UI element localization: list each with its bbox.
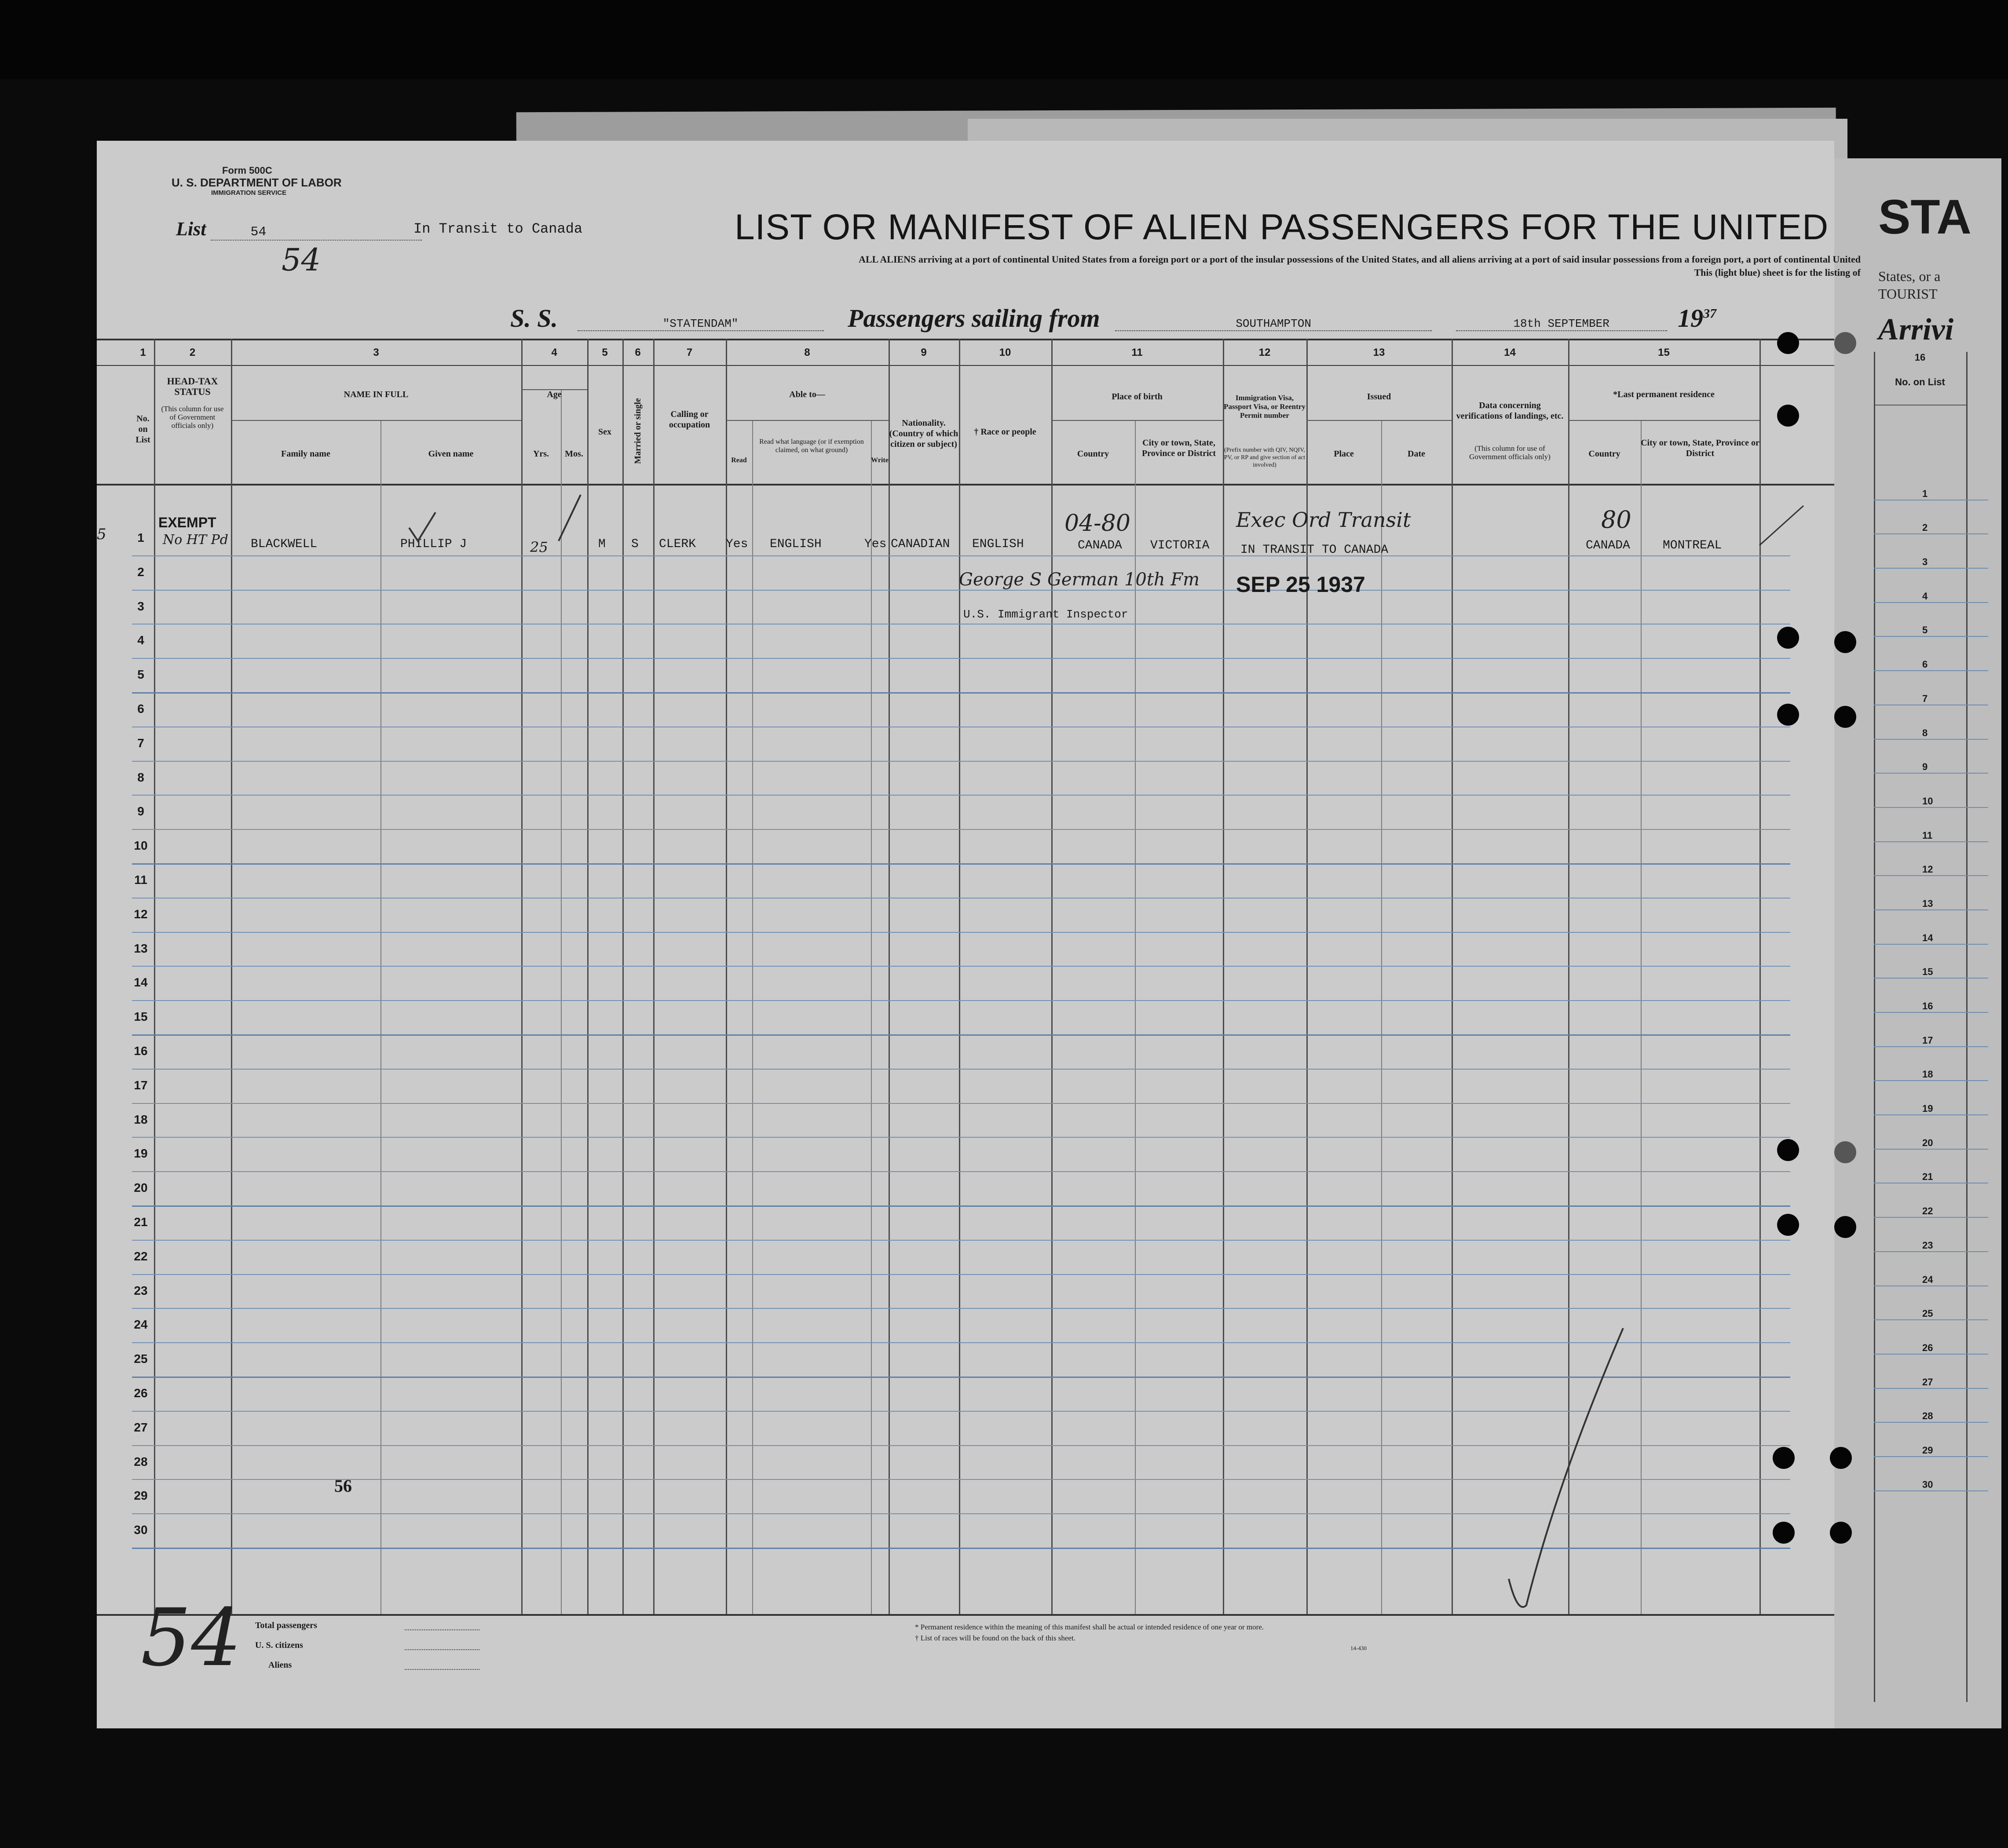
tick-mark — [554, 493, 589, 545]
next-page-row: 3 — [1874, 534, 1988, 569]
row-line — [132, 932, 1790, 933]
birth-city-value: VICTORIA — [1150, 539, 1210, 552]
date-stamp: SEP 25 1937 — [1236, 572, 1365, 597]
list-number-row — [176, 218, 422, 241]
row-line — [132, 692, 1790, 694]
sex-value: M — [598, 537, 606, 551]
header-place: Place — [1334, 449, 1354, 459]
next-page-row: 1 — [1874, 466, 1988, 500]
next-page-col-number: 16 — [1914, 352, 1926, 363]
col-divider — [561, 389, 562, 1614]
punch-hole — [1834, 1216, 1856, 1238]
row-number: 18 — [134, 1112, 148, 1126]
next-page-row: 25 — [1874, 1286, 1988, 1321]
header-age: Age — [547, 390, 562, 399]
header-no-on-list: No. on List — [135, 414, 150, 445]
next-page-row: 19 — [1874, 1081, 1988, 1115]
col-divider — [1223, 339, 1224, 1614]
row-line — [132, 1171, 1790, 1172]
head-tax-status: EXEMPT — [158, 515, 216, 530]
row-number: 10 — [134, 839, 148, 853]
row-number: 16 — [134, 1044, 148, 1058]
residence-country-value: CANADA — [1586, 539, 1630, 552]
residence-city-value: MONTREAL — [1663, 539, 1722, 552]
row-number: 1 — [137, 531, 144, 544]
header-data-note: (This column for use of Government officials only) — [1469, 444, 1551, 461]
row-line — [132, 555, 1790, 556]
row-number: 26 — [134, 1386, 148, 1400]
colnum-2: 2 — [189, 347, 196, 358]
bottom-number: 56 — [334, 1476, 352, 1496]
row-number: 25 — [134, 1352, 148, 1366]
row-line — [132, 1240, 1790, 1241]
header-given-name: Given name — [428, 449, 474, 459]
punch-hole — [1777, 1214, 1799, 1236]
punch-hole — [1773, 1447, 1795, 1469]
col-divider — [1135, 420, 1136, 1614]
colnum-4: 4 — [551, 347, 557, 358]
subheader-line — [1306, 420, 1452, 421]
row-line — [132, 1274, 1790, 1275]
year-prefix: 19 — [1678, 304, 1704, 332]
punch-hole — [1777, 405, 1799, 427]
us-citizens-line — [405, 1649, 479, 1650]
next-page-row: 20 — [1874, 1115, 1988, 1150]
row-number: 3 — [137, 599, 144, 613]
col-divider — [871, 420, 872, 1614]
header-name-in-full: NAME IN FULL — [344, 390, 409, 399]
row-line — [132, 1069, 1790, 1070]
col-divider — [726, 339, 727, 1614]
row-number: 28 — [134, 1454, 148, 1468]
next-page-rows — [1874, 466, 1988, 1702]
next-page-row: 7 — [1874, 671, 1988, 705]
next-page-row: 22 — [1874, 1183, 1988, 1218]
margin-mark: 5 — [97, 526, 106, 543]
col-divider — [622, 339, 624, 1614]
next-page-arriving: Arrivi — [1878, 313, 1954, 347]
punch-hole — [1830, 1447, 1852, 1469]
header-married: Married or single — [633, 398, 643, 464]
page-title: LIST OR MANIFEST OF ALIEN PASSENGERS FOR THE UNITED — [735, 207, 1829, 247]
header-read-language: Read what language (or if exemption claimed, on what ground) — [759, 438, 864, 454]
row-number: 14 — [134, 975, 148, 990]
colnum-15: 15 — [1658, 347, 1670, 358]
row-line — [132, 966, 1790, 967]
next-page-row: 24 — [1874, 1252, 1988, 1286]
row-number: 20 — [134, 1181, 148, 1195]
row-number: 11 — [134, 873, 147, 887]
header-city: City or town, State, Province or District — [1141, 438, 1216, 458]
tick-mark — [405, 510, 440, 545]
punch-hole — [1834, 332, 1856, 354]
col-divider — [752, 420, 753, 1614]
row-line — [132, 658, 1790, 659]
header-issued: Issued — [1367, 392, 1391, 402]
row-number: 19 — [134, 1147, 148, 1161]
next-page-row: 23 — [1874, 1218, 1988, 1252]
list-label: List — [176, 218, 206, 240]
col-divider — [959, 339, 960, 1614]
header-family-name: Family name — [281, 449, 330, 459]
footnote-residence: * Permanent residence within the meaning of this manifest shall be actual or intended residence of one year or more. — [915, 1623, 1264, 1631]
subtitle-line1: ALL ALIENS arriving at a port of continental United States from a foreign port or a port of the insular possessions of the United States, and all aliens arriving at a port of said insular possessions from a foreign port, a port of continental United — [859, 254, 1861, 265]
row-line — [132, 624, 1790, 625]
next-page-row: 28 — [1874, 1389, 1988, 1423]
next-page-row: 15 — [1874, 945, 1988, 979]
header-nationality: Nationality. (Country of which citizen or subject) — [889, 418, 958, 449]
row-line — [132, 761, 1790, 762]
next-page-row: 17 — [1874, 1013, 1988, 1047]
header-last-residence: *Last permanent residence — [1613, 390, 1715, 399]
row-number: 2 — [137, 565, 144, 579]
row-line — [132, 1034, 1790, 1036]
grid-top-line — [97, 339, 1834, 340]
header-able-to: Able to— — [789, 390, 825, 399]
family-name-value: BLACKWELL — [251, 537, 318, 551]
next-page-row: 16 — [1874, 979, 1988, 1013]
list-number: 54 — [211, 225, 422, 241]
nationality-value: CANADIAN — [891, 537, 950, 551]
birth-country-value: CANADA — [1078, 539, 1122, 552]
given-name-value: PHILLIP J — [400, 537, 467, 551]
header-sex: Sex — [598, 427, 611, 437]
row-line — [132, 1000, 1790, 1001]
row-line — [132, 1137, 1790, 1138]
next-page-row: 6 — [1874, 637, 1988, 671]
row-number: 22 — [134, 1249, 148, 1263]
write-value: Yes — [864, 537, 887, 551]
read-value: Yes — [726, 537, 748, 551]
header-date: Date — [1408, 449, 1425, 459]
colnum-10: 10 — [999, 347, 1011, 358]
punch-hole — [1834, 706, 1856, 728]
next-page-col-header — [1874, 352, 1966, 405]
row-number: 15 — [134, 1010, 148, 1024]
row-number: 23 — [134, 1283, 148, 1297]
next-page-row: 11 — [1874, 808, 1988, 842]
us-citizens-label: U. S. citizens — [255, 1640, 303, 1650]
header-head-tax-note: (This column for use of Government officials only) — [161, 405, 224, 430]
next-page-row: 12 — [1874, 842, 1988, 877]
sailing-date: 18th SEPTEMBER — [1456, 317, 1667, 331]
next-page-row: 5 — [1874, 603, 1988, 637]
inspector-title: U.S. Immigrant Inspector — [963, 608, 1128, 621]
next-page-row: 29 — [1874, 1423, 1988, 1457]
sailing-label: Passengers sailing from — [848, 304, 1100, 332]
next-page-row: 27 — [1874, 1355, 1988, 1389]
next-page-line1: States, or a — [1878, 268, 1941, 284]
ship-name: "STATENDAM" — [578, 317, 824, 331]
annotation-birth: 04-80 — [1064, 510, 1130, 537]
header-res-city: City or town, State, Province or District — [1641, 438, 1759, 458]
colnum-11: 11 — [1131, 347, 1143, 358]
next-page-row: 10 — [1874, 774, 1988, 808]
ship-row — [510, 303, 1716, 333]
total-passengers-label: Total passengers — [255, 1621, 317, 1630]
col-divider — [889, 339, 890, 1614]
film-border — [0, 0, 2008, 79]
age-years-value: 25 — [530, 539, 548, 555]
next-page-col-label: No. on List — [1895, 376, 1945, 387]
married-value: S — [631, 537, 639, 551]
subheader-line — [726, 420, 889, 421]
punch-hole — [1777, 704, 1799, 726]
footnote-races: † List of races will be found on the back of this sheet. — [915, 1634, 1075, 1642]
row-line — [132, 1103, 1790, 1104]
next-page-row: 8 — [1874, 705, 1988, 740]
row-line — [132, 1308, 1790, 1309]
colnum-8: 8 — [804, 347, 810, 358]
manifest-grid — [97, 339, 1834, 1618]
header-mos: Mos. — [565, 449, 583, 459]
colnum-7: 7 — [686, 347, 693, 358]
annotation-residence: 80 — [1601, 506, 1631, 533]
header-visa: Immigration Visa, Passport Visa, or Reentry Permit number — [1224, 394, 1306, 420]
col-divider — [1452, 339, 1453, 1614]
ss-label: S. S. — [510, 304, 558, 332]
punch-hole — [1834, 1141, 1856, 1163]
subtitle-line2: This (light blue) sheet is for the listing of — [1694, 267, 1861, 278]
punch-hole — [1830, 1522, 1852, 1544]
tick-mark — [1755, 501, 1808, 554]
col-divider — [653, 339, 655, 1614]
head-tax-status-note: No HT Pd — [163, 532, 228, 548]
header-read: Read — [731, 457, 747, 464]
col-divider — [231, 339, 232, 1614]
visa-value: IN TRANSIT TO CANADA — [1240, 543, 1389, 557]
colnum-3: 3 — [373, 347, 379, 358]
colnum-6: 6 — [635, 347, 641, 358]
next-page-row: 14 — [1874, 910, 1988, 945]
punch-hole — [1834, 631, 1856, 653]
manifest-sheet — [97, 141, 1861, 1728]
handwritten-corner-number: 54 — [141, 1592, 242, 1684]
subheader-line — [1051, 420, 1223, 421]
row-number: 8 — [137, 770, 144, 784]
header-race: † Race or people — [974, 427, 1036, 437]
next-page-row: 13 — [1874, 876, 1988, 910]
subtitle — [418, 253, 1861, 279]
aliens-line — [405, 1669, 479, 1670]
punch-hole — [1773, 1522, 1795, 1544]
header-res-country: Country — [1588, 449, 1620, 459]
colnum-12: 12 — [1258, 347, 1271, 358]
colnum-9: 9 — [921, 347, 927, 358]
colnum-14: 14 — [1504, 347, 1516, 358]
header-head-tax: HEAD-TAX STATUS — [167, 376, 218, 397]
col-divider — [1381, 420, 1382, 1614]
row-number: 4 — [137, 633, 144, 647]
year-suffix: 37 — [1703, 306, 1717, 321]
header-visa-note: (Prefix number with QIV, NQIV, PV, or RP and give section of act involved) — [1224, 447, 1306, 468]
row-line — [132, 1205, 1790, 1207]
row-number: 21 — [134, 1215, 148, 1229]
row-number: 13 — [134, 941, 148, 955]
header-calling: Calling or occupation — [669, 409, 710, 430]
next-page-title: STA — [1878, 190, 1971, 244]
inspector-signature: George S German 10th Fm — [959, 570, 1200, 590]
row-number: 9 — [137, 804, 144, 818]
header-data-concerning: Data concerning verifications of landings, etc. — [1456, 401, 1564, 421]
subheader-line — [1568, 420, 1759, 421]
row-number: 5 — [137, 668, 144, 682]
service: IMMIGRATION SERVICE — [211, 189, 287, 197]
handwritten-list-number: 54 — [282, 242, 321, 278]
subheader-line — [231, 420, 521, 421]
row-number: 7 — [137, 736, 144, 750]
row-number: 29 — [134, 1489, 148, 1503]
aliens-label: Aliens — [268, 1660, 292, 1670]
next-page-row: 21 — [1874, 1150, 1988, 1184]
row-number: 27 — [134, 1420, 148, 1434]
colnum-13: 13 — [1373, 347, 1385, 358]
row-number: 6 — [137, 702, 144, 716]
occupation-value: CLERK — [659, 537, 696, 551]
next-page-row: 9 — [1874, 740, 1988, 774]
row-number: 30 — [134, 1523, 148, 1537]
colnum-line — [97, 365, 1834, 366]
header-yrs: Yrs. — [533, 449, 549, 459]
total-passengers-line — [405, 1629, 479, 1630]
port: SOUTHAMPTON — [1115, 317, 1432, 331]
colnum-1: 1 — [140, 347, 146, 358]
row-number: 12 — [134, 907, 148, 921]
header-country: Country — [1077, 449, 1109, 459]
next-page-row: 30 — [1874, 1457, 1988, 1491]
transit-note: In Transit to Canada — [413, 221, 583, 237]
race-value: ENGLISH — [972, 537, 1024, 551]
row-number: 17 — [134, 1078, 148, 1092]
row-number: 24 — [134, 1318, 148, 1332]
next-page-row: 26 — [1874, 1320, 1988, 1355]
col-divider — [521, 339, 523, 1614]
language-value: ENGLISH — [770, 537, 822, 551]
header-bottom-line — [97, 484, 1834, 486]
row-line — [132, 795, 1790, 796]
punch-hole — [1777, 1139, 1799, 1161]
next-page-row: 18 — [1874, 1047, 1988, 1081]
footer-code: 14-430 — [1350, 1645, 1367, 1651]
next-page-row: 4 — [1874, 569, 1988, 603]
annotation-visa: Exec Ord Transit — [1236, 508, 1411, 532]
header-write: Write — [871, 457, 889, 464]
department: U. S. DEPARTMENT OF LABOR — [172, 176, 342, 189]
row-line — [132, 863, 1790, 865]
col-divider — [380, 420, 381, 1614]
col-divider — [1641, 420, 1642, 1614]
punch-hole — [1777, 627, 1799, 649]
check-mark — [1504, 1324, 1636, 1632]
next-page-row: 2 — [1874, 500, 1988, 535]
colnum-5: 5 — [602, 347, 608, 358]
col-divider — [1051, 339, 1053, 1614]
next-page-line2: TOURIST — [1878, 286, 1938, 302]
punch-hole — [1777, 332, 1799, 354]
next-page-strip — [1812, 158, 2001, 1728]
header-place-of-birth: Place of birth — [1112, 392, 1163, 402]
form-number: Form 500C — [222, 165, 272, 176]
row-line — [132, 829, 1790, 830]
